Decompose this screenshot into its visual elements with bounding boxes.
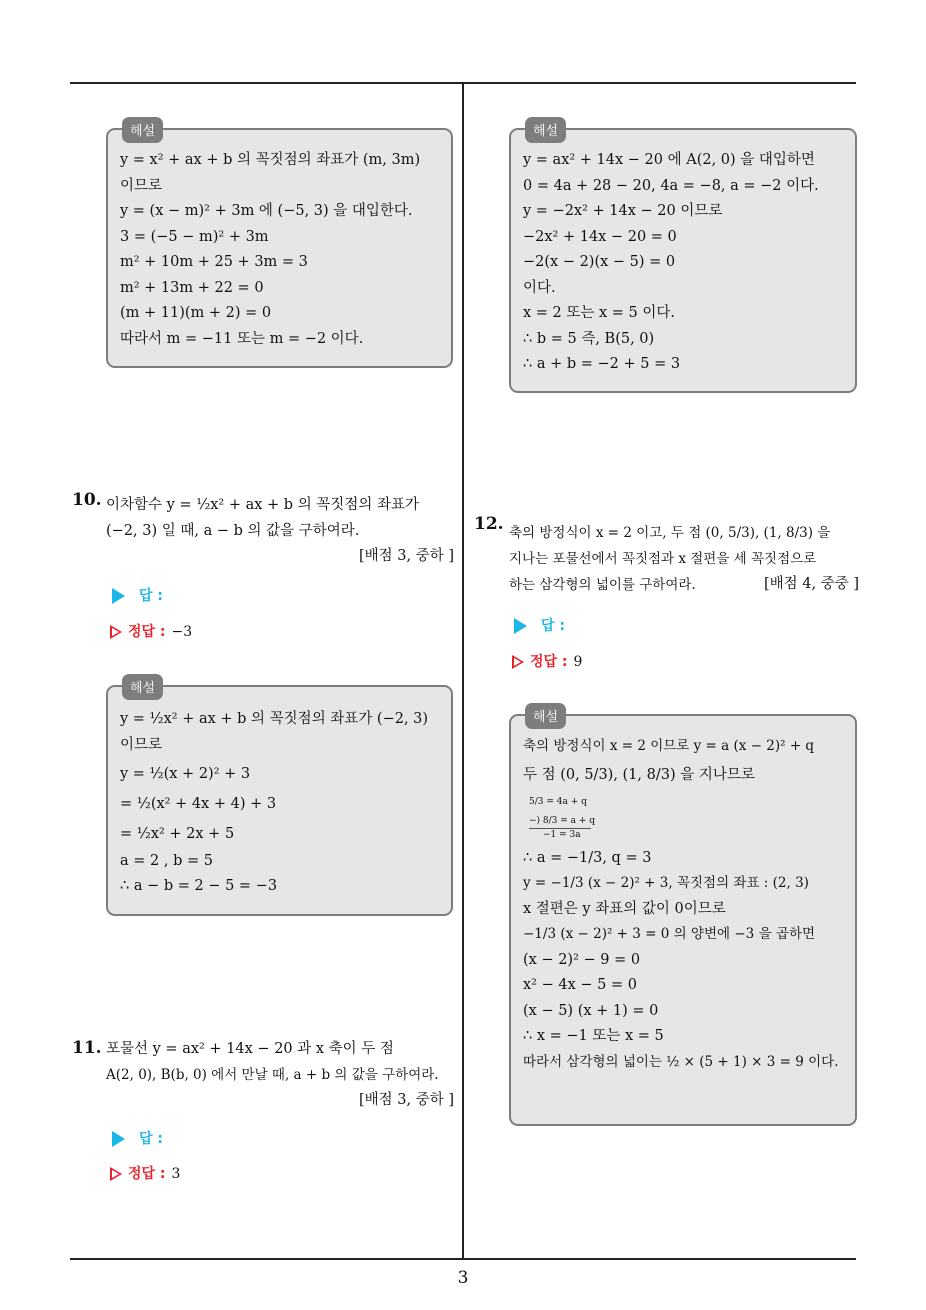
correct-answer — [110, 1163, 180, 1183]
solution-small-line: −1 = 3a — [543, 829, 581, 840]
question-number: 12. — [474, 514, 504, 534]
correct-answer — [110, 621, 192, 641]
answer-label: 답 : — [139, 1131, 163, 1147]
solution-line: 축의 방정식이 x = 2 이므로 y = a (x − 2)² + q — [523, 738, 815, 754]
solution-line: ∴ b = 5 즉, B(5, 0) — [523, 330, 655, 347]
solution-line: ∴ a − b = 2 − 5 = −3 — [120, 878, 278, 894]
page-number: 3 — [457, 1268, 469, 1288]
solution-line: y = ½x² + ax + b 의 꼭짓점의 좌표가 (−2, 3) — [120, 711, 429, 727]
question-text: A(2, 0), B(b, 0) 에서 만날 때, a + b 의 값을 구하여라. — [106, 1067, 439, 1083]
solution-line: 두 점 (0, 5/3), (1, 8/3) 을 지나므로 — [523, 766, 755, 783]
answer-field[interactable] — [112, 585, 163, 605]
solution-line: 따라서 삼각형의 넓이는 ½ × (5 + 1) × 3 = 9 이다. — [523, 1053, 839, 1070]
solution-line: x = 2 또는 x = 5 이다. — [523, 305, 676, 321]
correct-label: 정답 : — [128, 1166, 166, 1182]
solution-line: y = −1/3 (x − 2)² + 3, 꼭짓점의 좌표 : (2, 3) — [523, 875, 809, 891]
solution-small-line: −) 8/3 = a + q — [529, 815, 591, 829]
solution-box-9 — [106, 124, 453, 368]
solution-line: x² − 4x − 5 = 0 — [523, 977, 637, 993]
solution-line: m² + 13m + 22 = 0 — [120, 279, 264, 296]
correct-label: 정답 : — [530, 654, 568, 670]
correct-value: −3 — [171, 624, 193, 640]
correct-answer — [512, 651, 582, 671]
play-triangle-icon — [514, 618, 527, 634]
solution-line: 3 = (−5 − m)² + 3m — [120, 228, 269, 245]
solution-box-12 — [509, 710, 857, 1126]
solution-line: = ½(x² + 4x + 4) + 3 — [120, 795, 277, 812]
solution-line: 이므로 — [120, 737, 163, 753]
solution-line: 이므로 — [120, 177, 163, 194]
solution-tag: 해설 — [525, 703, 566, 729]
solution-line: = ½x² + 2x + 5 — [120, 825, 235, 842]
solution-small-line: 5/3 = 4a + q — [529, 796, 587, 807]
solution-line: y = x² + ax + b 의 꼭짓점의 좌표가 (m, 3m) — [120, 152, 421, 168]
question-text: 이차함수 y = ½x² + ax + b 의 꼭짓점의 좌표가 — [106, 497, 419, 513]
solution-tag: 해설 — [122, 117, 163, 143]
question-text: (−2, 3) 일 때, a − b 의 값을 구하여라. — [106, 523, 360, 539]
solution-line: x 절편은 y 좌표의 값이 0이므로 — [523, 900, 726, 917]
solution-line: y = (x − m)² + 3m 에 (−5, 3) 을 대입한다. — [120, 203, 413, 219]
solution-line: 0 = 4a + 28 − 20, 4a = −8, a = −2 이다. — [523, 177, 819, 194]
score-label: [배점 4, 중중 ] — [763, 576, 859, 592]
solution-line: a = 2 , b = 5 — [120, 852, 213, 869]
correct-label: 정답 : — [128, 624, 166, 640]
solution-box-10 — [106, 681, 453, 916]
solution-line: 따라서 m = −11 또는 m = −2 이다. — [120, 330, 364, 347]
answer-label: 답 : — [139, 588, 163, 604]
score-label: [배점 3, 중하 ] — [358, 548, 454, 564]
question-number: 11. — [72, 1038, 102, 1058]
solution-tag: 해설 — [525, 117, 566, 143]
solution-line: y = ax² + 14x − 20 에 A(2, 0) 을 대입하면 — [523, 152, 815, 168]
question-text: 축의 방정식이 x = 2 이고, 두 점 (0, 5/3), (1, 8/3) 을 — [509, 525, 831, 541]
correct-value: 3 — [171, 1166, 181, 1182]
outline-triangle-icon — [512, 655, 524, 669]
solution-box-11 — [509, 124, 857, 393]
solution-line: −1/3 (x − 2)² + 3 = 0 의 양변에 −3 을 곱하면 — [523, 926, 816, 942]
question-12 — [509, 520, 859, 596]
correct-value: 9 — [573, 654, 583, 670]
solution-line: ∴ x = −1 또는 x = 5 — [523, 1028, 664, 1044]
solution-line: (m + 11)(m + 2) = 0 — [120, 305, 272, 321]
solution-line: ∴ a + b = −2 + 5 = 3 — [523, 356, 681, 372]
play-triangle-icon — [112, 588, 125, 604]
outline-triangle-icon — [110, 1167, 122, 1181]
score-label: [배점 3, 중하 ] — [358, 1092, 454, 1108]
solution-line: (x − 2)² − 9 = 0 — [523, 951, 641, 968]
solution-line: 이다. — [523, 279, 556, 296]
answer-field[interactable] — [514, 615, 565, 635]
solution-line: (x − 5) (x + 1) = 0 — [523, 1002, 659, 1019]
question-text: 포물선 y = ax² + 14x − 20 과 x 축이 두 점 — [106, 1041, 394, 1057]
play-triangle-icon — [112, 1131, 125, 1147]
solution-line: m² + 10m + 25 + 3m = 3 — [120, 254, 308, 270]
question-10 — [106, 492, 454, 568]
solution-line: −2(x − 2)(x − 5) = 0 — [523, 254, 676, 270]
answer-field[interactable] — [112, 1128, 163, 1148]
question-11 — [106, 1036, 454, 1112]
question-text: 하는 삼각형의 넓이를 구하여라. — [509, 577, 696, 593]
solution-line: y = ½(x + 2)² + 3 — [120, 765, 251, 782]
question-text: 지나는 포물선에서 꼭짓점과 x 절편을 세 꼭짓점으로 — [509, 551, 817, 567]
answer-label: 답 : — [541, 618, 565, 634]
solution-tag: 해설 — [122, 674, 163, 700]
solution-line: −2x² + 14x − 20 = 0 — [523, 228, 677, 245]
outline-triangle-icon — [110, 625, 122, 639]
solution-line: ∴ a = −1/3, q = 3 — [523, 849, 652, 866]
column-divider — [462, 82, 464, 1260]
question-number: 10. — [72, 490, 102, 510]
solution-line: y = −2x² + 14x − 20 이므로 — [523, 203, 723, 219]
